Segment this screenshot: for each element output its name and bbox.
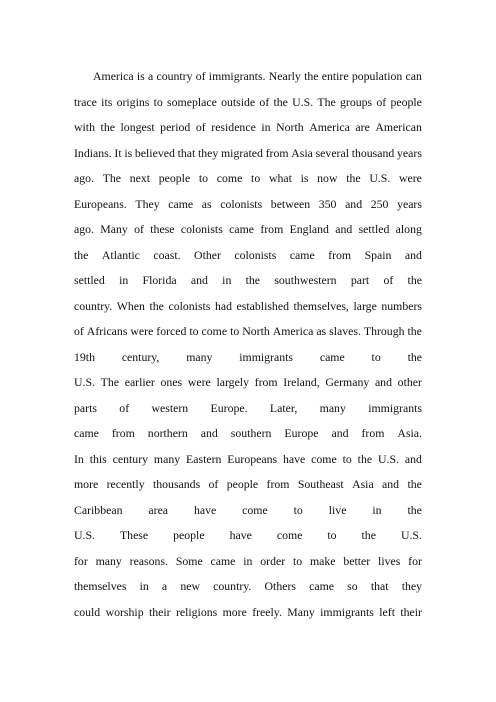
word: immigrants — [320, 604, 374, 619]
word: from — [111, 426, 135, 440]
word: American — [375, 120, 422, 134]
word: came — [309, 579, 335, 593]
word: from — [265, 145, 289, 160]
word: Africans — [86, 324, 128, 338]
word: Spain — [364, 247, 392, 262]
word: of — [195, 69, 206, 83]
word: is — [124, 145, 133, 160]
word: make — [309, 553, 336, 568]
word: migrated — [220, 145, 263, 160]
text-line — [74, 141, 422, 167]
word: from — [361, 426, 385, 440]
word: of — [376, 94, 387, 109]
word: from — [254, 375, 278, 389]
word: U.S. — [74, 528, 95, 542]
word: U.S. — [74, 375, 95, 389]
word: as — [316, 324, 327, 338]
word: immigrants — [368, 400, 422, 415]
word: to — [327, 528, 337, 542]
word: earlier — [124, 375, 155, 389]
word: they — [401, 579, 422, 593]
word: is — [300, 171, 309, 185]
word: the — [304, 69, 319, 83]
word: entire — [321, 69, 349, 83]
word: colonists — [220, 196, 263, 211]
word: colonists — [180, 222, 223, 236]
word: the — [74, 247, 89, 262]
word: slaves. — [329, 324, 361, 338]
word: they — [197, 145, 219, 160]
text-line — [74, 115, 422, 141]
word: North — [276, 120, 304, 134]
word: and — [335, 222, 353, 236]
word: have — [229, 528, 252, 542]
word: to — [230, 324, 240, 338]
word: are — [355, 120, 370, 134]
word: in — [261, 120, 271, 134]
word: to — [251, 171, 261, 185]
word: established — [236, 298, 289, 313]
word: U.S. — [369, 171, 391, 185]
word: When — [116, 298, 145, 313]
word: Ireland, — [283, 375, 320, 389]
word: of — [259, 94, 270, 109]
word: a — [161, 579, 168, 593]
word: the — [407, 477, 422, 491]
word: next — [129, 171, 151, 185]
word: southwestern — [274, 273, 337, 287]
word: Asia — [291, 145, 313, 160]
word: northern — [147, 426, 188, 440]
word: and — [190, 273, 208, 287]
word: thousand — [351, 145, 395, 160]
word: settled — [74, 273, 105, 287]
word: were — [187, 375, 211, 389]
word: their — [400, 604, 422, 619]
word: Europe — [284, 426, 319, 440]
word: groups — [340, 94, 373, 109]
word: outside — [221, 94, 256, 109]
word: the — [407, 324, 422, 338]
word: recently — [106, 477, 145, 491]
word: century, — [121, 349, 160, 364]
word: this — [89, 451, 107, 466]
word: origins — [116, 94, 150, 109]
word: forced — [156, 324, 187, 338]
word: century — [112, 451, 149, 466]
word: area — [148, 502, 169, 517]
word: and — [404, 247, 422, 262]
word: largely — [216, 375, 249, 389]
word: ago. — [74, 171, 94, 185]
word: as — [201, 196, 212, 211]
text-line — [74, 472, 422, 498]
text-line — [74, 217, 422, 243]
word: It — [114, 145, 122, 160]
word: reasons. — [129, 553, 168, 568]
word: The — [102, 171, 122, 185]
word: is — [136, 69, 145, 83]
word: many — [186, 349, 213, 364]
word: worship — [105, 604, 144, 619]
text-line — [74, 294, 422, 320]
word: The — [100, 375, 120, 389]
word: the — [407, 502, 422, 517]
word: for — [408, 553, 422, 568]
word: that — [370, 579, 389, 593]
word: Many — [287, 604, 315, 619]
word: can — [405, 69, 422, 83]
word: in — [139, 579, 149, 593]
text-line — [74, 268, 422, 294]
word: people — [226, 477, 259, 491]
word: Asia. — [397, 426, 422, 440]
word: country. — [74, 298, 113, 313]
word: the — [407, 273, 422, 287]
word: several — [315, 145, 349, 160]
word: the — [149, 298, 164, 313]
word: the — [273, 94, 288, 109]
word: were — [130, 324, 154, 338]
word: in — [243, 553, 253, 568]
word: from — [328, 247, 352, 262]
word: and — [200, 426, 218, 440]
word: lives — [378, 553, 401, 568]
word: settled — [358, 222, 390, 236]
word: numbers — [381, 298, 422, 313]
word: in — [119, 273, 129, 287]
word: They — [135, 196, 160, 211]
word: Atlantic — [101, 247, 140, 262]
word: religions — [175, 604, 218, 619]
word: of — [383, 273, 394, 287]
word: and — [331, 426, 349, 440]
word: its — [101, 94, 113, 109]
word: and — [374, 375, 392, 389]
text-line — [74, 549, 422, 575]
word: the — [407, 349, 422, 364]
word: come — [201, 324, 228, 338]
word: left — [379, 604, 395, 619]
text-line — [74, 345, 422, 371]
word: ones — [160, 375, 183, 389]
text-line — [74, 166, 422, 192]
word: along — [395, 222, 422, 236]
text-line — [74, 64, 422, 90]
word: thousands — [152, 477, 201, 491]
word: Caribbean — [74, 502, 123, 517]
word: western — [151, 400, 189, 415]
word: order — [260, 553, 286, 568]
word: These — [119, 528, 149, 542]
word: Indians. — [74, 145, 112, 160]
word: country. — [213, 579, 252, 593]
word: years — [397, 196, 422, 211]
word: came — [74, 426, 99, 440]
word: people — [173, 528, 205, 542]
word: longest — [120, 120, 155, 134]
document-body-text — [74, 64, 422, 625]
word: of — [195, 120, 206, 134]
word: have — [193, 502, 217, 517]
text-line — [74, 192, 422, 218]
word: country — [156, 69, 193, 83]
word: believed — [134, 145, 175, 160]
word: themselves — [74, 579, 127, 593]
word: came — [229, 222, 254, 236]
text-line — [74, 447, 422, 473]
word: America — [309, 120, 350, 134]
word: Nearly — [268, 69, 301, 83]
word: 19th — [74, 349, 95, 364]
word: to — [292, 553, 303, 568]
word: immigrants. — [208, 69, 266, 83]
word: of — [119, 400, 130, 415]
word: Through — [363, 324, 405, 338]
word: Europeans. — [74, 196, 127, 211]
word: 350 — [318, 196, 337, 211]
word: of — [208, 477, 219, 491]
word: England — [289, 222, 329, 236]
word: come — [311, 451, 337, 466]
word: came — [319, 349, 345, 364]
word: Germany — [325, 375, 370, 389]
word: many — [95, 553, 122, 568]
word: the — [361, 528, 376, 542]
word: America — [272, 324, 314, 338]
word: 250 — [370, 196, 389, 211]
word: The — [317, 94, 336, 109]
word: could — [74, 604, 101, 619]
word: more — [222, 604, 247, 619]
word: for — [74, 553, 88, 568]
word: to — [342, 451, 352, 466]
word: many — [319, 400, 346, 415]
word: have — [282, 451, 306, 466]
word: Later, — [269, 400, 298, 415]
word: the — [357, 451, 373, 466]
word: of — [134, 222, 144, 236]
word: these — [150, 222, 175, 236]
word: Eastern — [186, 451, 222, 466]
word: U.S. — [377, 451, 399, 466]
word: ago. — [74, 222, 94, 236]
text-line — [74, 523, 422, 549]
word: years — [397, 145, 422, 160]
word: better — [343, 553, 371, 568]
word: In — [74, 451, 84, 466]
word: what — [268, 171, 292, 185]
word: people — [390, 94, 422, 109]
word: to — [293, 502, 303, 517]
word: trace — [74, 94, 97, 109]
word: people — [158, 171, 191, 185]
word: freely. — [252, 604, 282, 619]
word: in — [372, 502, 382, 517]
word: to — [153, 94, 163, 109]
word: immigrants — [239, 349, 293, 364]
word: population — [351, 69, 403, 83]
word: so — [347, 579, 358, 593]
text-line — [74, 600, 422, 626]
word: other — [397, 375, 422, 389]
word: came — [289, 247, 315, 262]
word: many — [153, 451, 181, 466]
word: themselves, — [293, 298, 349, 313]
word: from — [260, 222, 284, 236]
word: the — [100, 120, 115, 134]
word: the — [346, 171, 361, 185]
word: new — [180, 579, 200, 593]
word: Europe. — [210, 400, 248, 415]
word: colonists — [168, 298, 211, 313]
word: more — [74, 477, 99, 491]
text-line — [74, 319, 422, 345]
word: U.S. — [292, 94, 314, 109]
word: coast. — [153, 247, 181, 262]
word: North — [242, 324, 270, 338]
word: Southeast — [297, 477, 344, 491]
word: and — [345, 196, 363, 211]
word: Europeans — [227, 451, 278, 466]
text-line — [74, 574, 422, 600]
word: someplace — [167, 94, 217, 109]
word: came — [168, 196, 194, 211]
word: Florida — [142, 273, 177, 287]
word: America — [93, 69, 134, 83]
word: with — [74, 120, 95, 134]
word: live — [328, 502, 347, 517]
word: U.S. — [400, 528, 422, 542]
word: that — [177, 145, 196, 160]
word: their — [148, 604, 171, 619]
word: Other — [194, 247, 221, 262]
word: southern — [230, 426, 272, 440]
word: had — [214, 298, 232, 313]
word: residence — [211, 120, 256, 134]
word: come — [276, 528, 303, 542]
word: Many — [100, 222, 128, 236]
word: a — [147, 69, 154, 83]
word: Others — [264, 579, 296, 593]
word: in — [222, 273, 232, 287]
text-line — [74, 370, 422, 396]
word: come — [242, 502, 268, 517]
word: were — [399, 171, 422, 185]
text-line — [74, 421, 422, 447]
word: come — [216, 171, 243, 185]
word: and — [382, 477, 400, 491]
word: large — [353, 298, 377, 313]
word: Asia — [352, 477, 374, 491]
text-line — [74, 243, 422, 269]
word: the — [245, 273, 261, 287]
word: from — [266, 477, 290, 491]
word: of — [74, 324, 84, 338]
word: between — [270, 196, 311, 211]
word: to — [189, 324, 199, 338]
word: and — [404, 451, 422, 466]
word: came — [210, 553, 236, 568]
text-line — [74, 90, 422, 116]
word: part — [350, 273, 370, 287]
word: Some — [175, 553, 203, 568]
text-line — [74, 498, 422, 524]
word: to — [198, 171, 209, 185]
text-line — [74, 396, 422, 422]
word: now — [317, 171, 338, 185]
word: to — [371, 349, 381, 364]
word: parts — [74, 400, 97, 415]
word: period — [160, 120, 191, 134]
word: colonists — [234, 247, 277, 262]
